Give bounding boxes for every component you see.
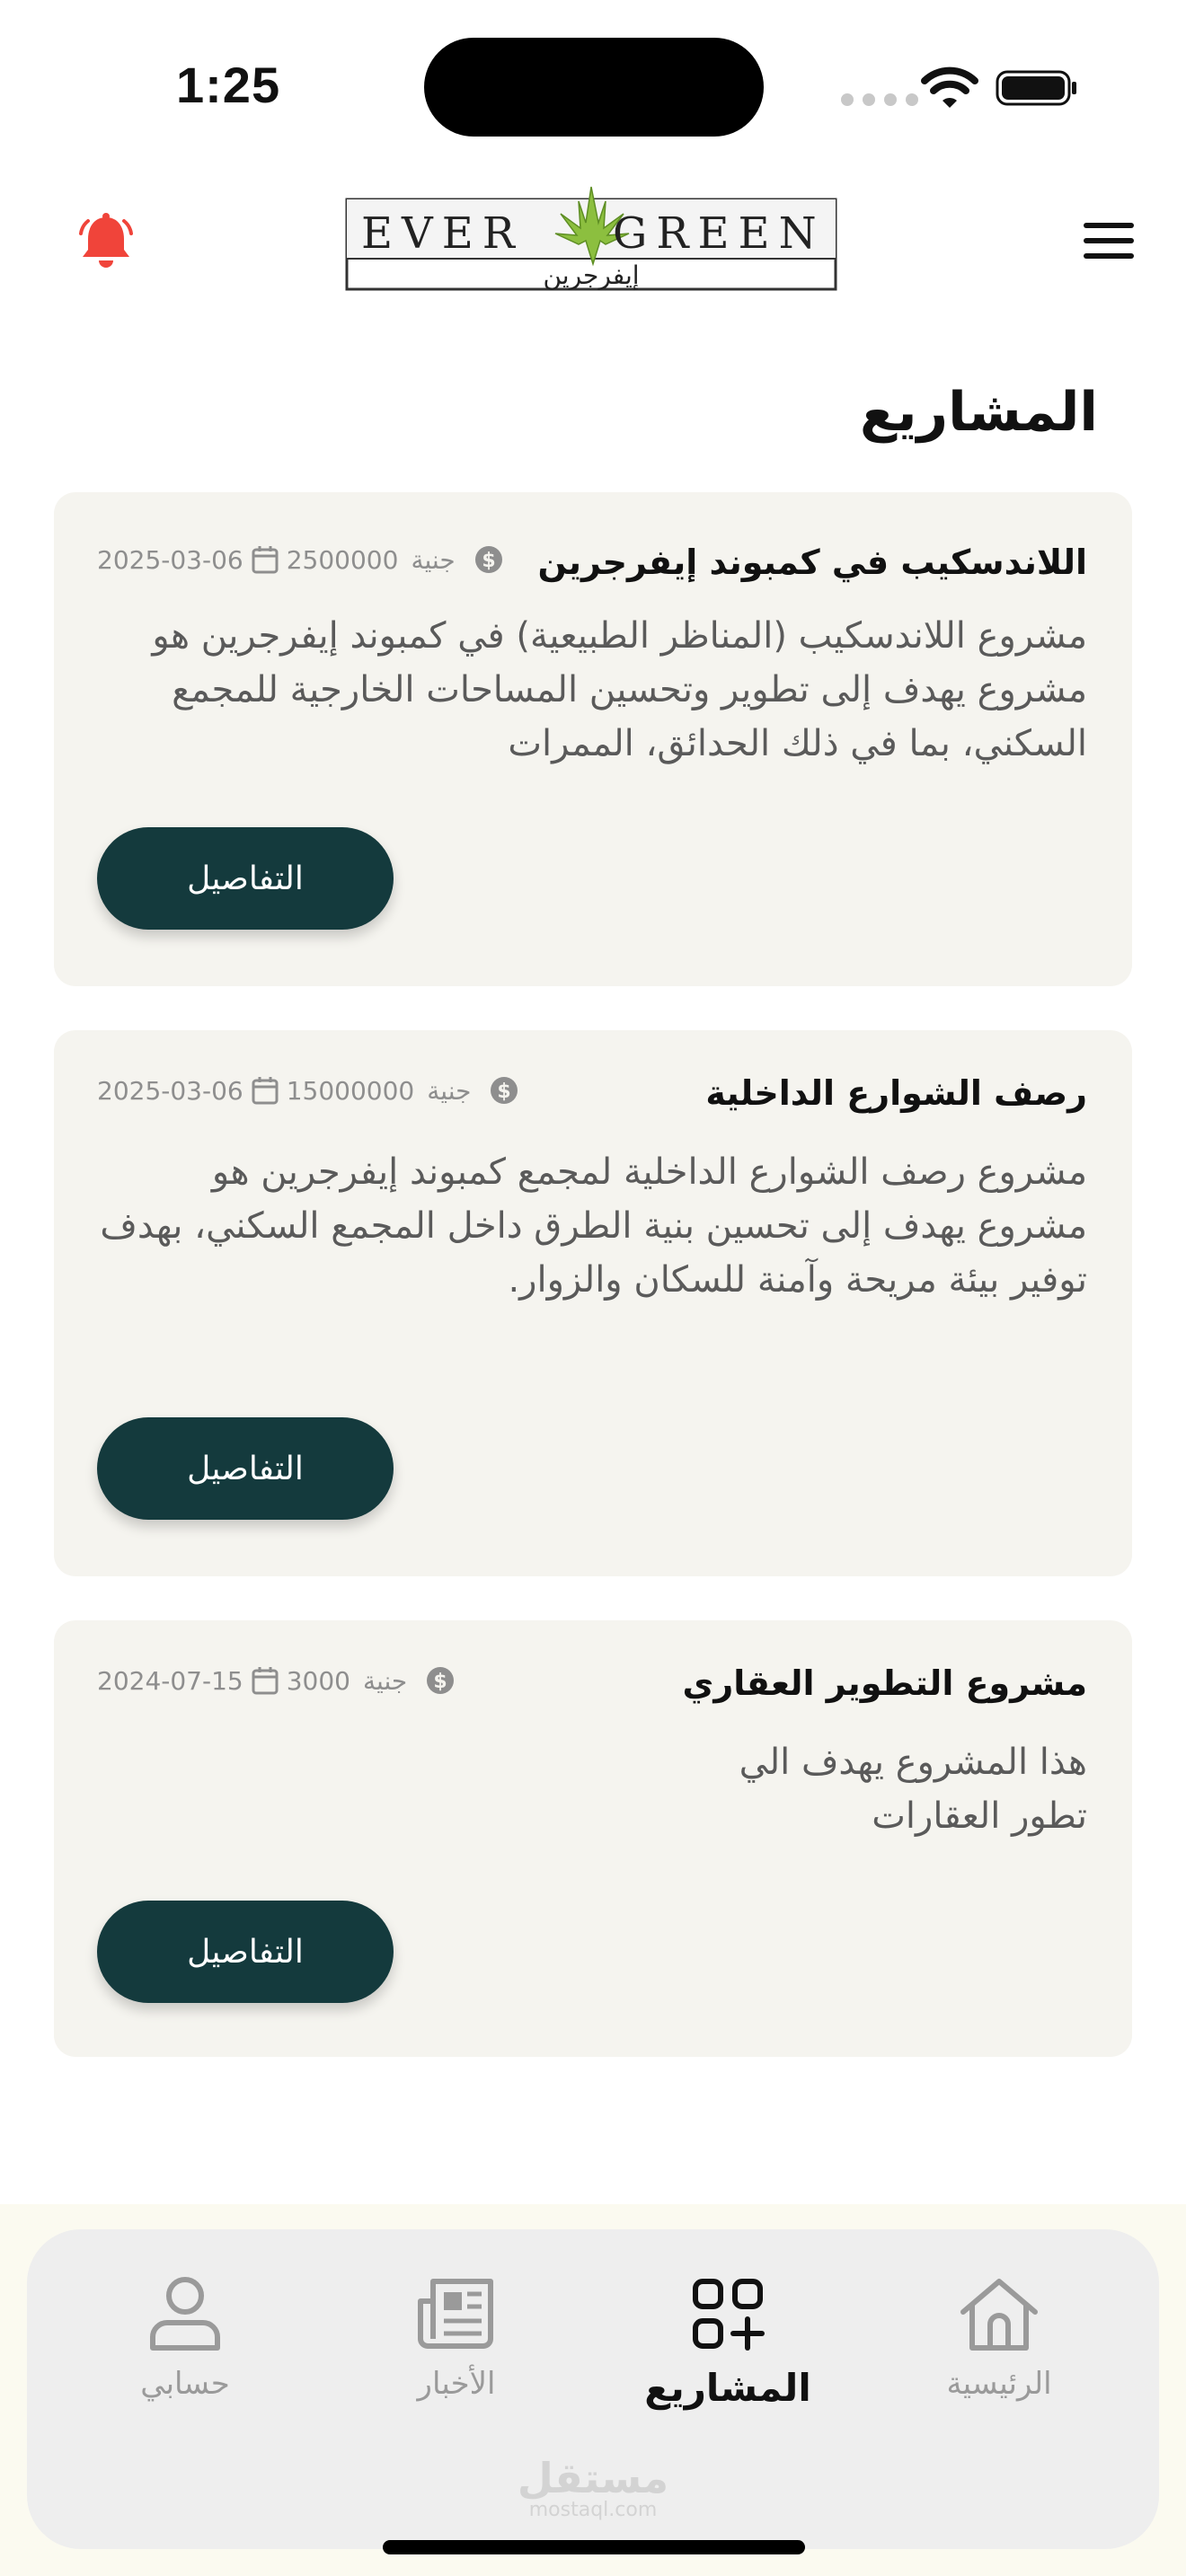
home-indicator — [383, 2540, 805, 2554]
nav-item-home[interactable] — [900, 2274, 1098, 2402]
logo-text-ar: إيفرجرين — [543, 260, 640, 290]
nav-label-news: الأخبار — [417, 2366, 496, 2402]
dollar-coin-icon — [489, 1075, 519, 1106]
project-description-line: تطور العقارات — [872, 1795, 1087, 1837]
project-date: 2024-07-15 — [97, 1665, 243, 1696]
details-button[interactable]: التفاصيل — [97, 1417, 394, 1520]
project-title: رصف الشوارع الداخلية — [705, 1073, 1087, 1113]
status-icons — [836, 65, 1078, 110]
details-button[interactable]: التفاصيل — [97, 827, 394, 930]
project-amount: 3000 — [286, 1665, 350, 1696]
calendar-icon — [251, 544, 279, 575]
logo-text-left: EVER — [361, 208, 524, 259]
watermark-ar: مستقل — [517, 2454, 669, 2502]
project-currency: جنية — [427, 1075, 472, 1106]
project-description-line: هذا المشروع يهدف الي — [739, 1742, 1087, 1783]
project-amount: 15000000 — [286, 1075, 415, 1106]
evergreen-logo — [343, 178, 839, 295]
project-title: مشروع التطوير العقاري — [682, 1663, 1087, 1703]
mostaql-watermark — [494, 2454, 692, 2521]
project-card — [54, 1030, 1132, 1576]
project-description: مشروع اللاندسكيب (المناظر الطبيعية) في كمبوند إيفرجرين هو مشروع يهدف إلى تطوير وتحسين المساحات الخارجية للمجمع السكني، بما في ذلك الحدائق، الممرات — [152, 615, 1087, 764]
calendar-icon — [251, 1075, 279, 1106]
logo-text-right: GREEN — [613, 208, 826, 259]
signal-dots-icon — [841, 93, 918, 106]
home-icon — [956, 2274, 1042, 2353]
project-amount: 2500000 — [286, 544, 399, 575]
nav-label-projects: المشاريع — [644, 2366, 811, 2410]
page-title: المشاريع — [860, 381, 1098, 444]
project-currency: جنية — [411, 544, 456, 575]
nav-item-account[interactable] — [86, 2274, 284, 2402]
status-time: 1:25 — [176, 57, 281, 113]
nav-item-projects[interactable] — [629, 2274, 827, 2410]
battery-icon — [996, 70, 1078, 106]
calendar-icon — [251, 1665, 279, 1696]
project-description: مشروع رصف الشوارع الداخلية لمجمع كمبوند إيفرجرين هو مشروع يهدف إلى تحسين بنية الطرق داخل المجمع السكني، بهدف توفير بيئة مريحة وآمنة للسكان والزوار. — [100, 1151, 1087, 1301]
nav-item-news[interactable] — [358, 2274, 555, 2402]
bottom-nav — [27, 2229, 1159, 2549]
details-button[interactable]: التفاصيل — [97, 1901, 394, 2003]
project-title: اللاندسكيب في كمبوند إيفرجرين — [537, 543, 1087, 582]
apps-plus-icon — [688, 2274, 767, 2353]
watermark-en: mostaql.com — [528, 2499, 658, 2521]
notification-bell-icon[interactable] — [77, 212, 135, 271]
nav-label-home: الرئيسية — [946, 2366, 1052, 2402]
dollar-coin-icon — [474, 544, 504, 575]
svg-text:$: $ — [482, 550, 496, 572]
newspaper-icon — [415, 2274, 498, 2353]
project-date: 2025-03-06 — [97, 1075, 243, 1106]
project-card — [54, 492, 1132, 986]
dynamic-island — [424, 38, 764, 137]
project-description — [99, 1735, 1087, 1843]
app-header — [0, 171, 1186, 314]
dollar-coin-icon — [425, 1665, 456, 1696]
project-meta — [97, 1665, 456, 1696]
status-bar — [0, 0, 1186, 171]
project-meta — [97, 544, 504, 575]
svg-text:$: $ — [497, 1081, 512, 1103]
project-date: 2025-03-06 — [97, 544, 243, 575]
svg-text:$: $ — [433, 1671, 447, 1693]
menu-hamburger-icon[interactable] — [1084, 223, 1134, 262]
wifi-icon — [921, 65, 978, 110]
project-card — [54, 1620, 1132, 2057]
nav-label-account: حسابي — [140, 2366, 230, 2402]
project-meta — [97, 1075, 519, 1106]
user-icon — [147, 2274, 223, 2353]
project-currency: جنية — [363, 1665, 408, 1696]
